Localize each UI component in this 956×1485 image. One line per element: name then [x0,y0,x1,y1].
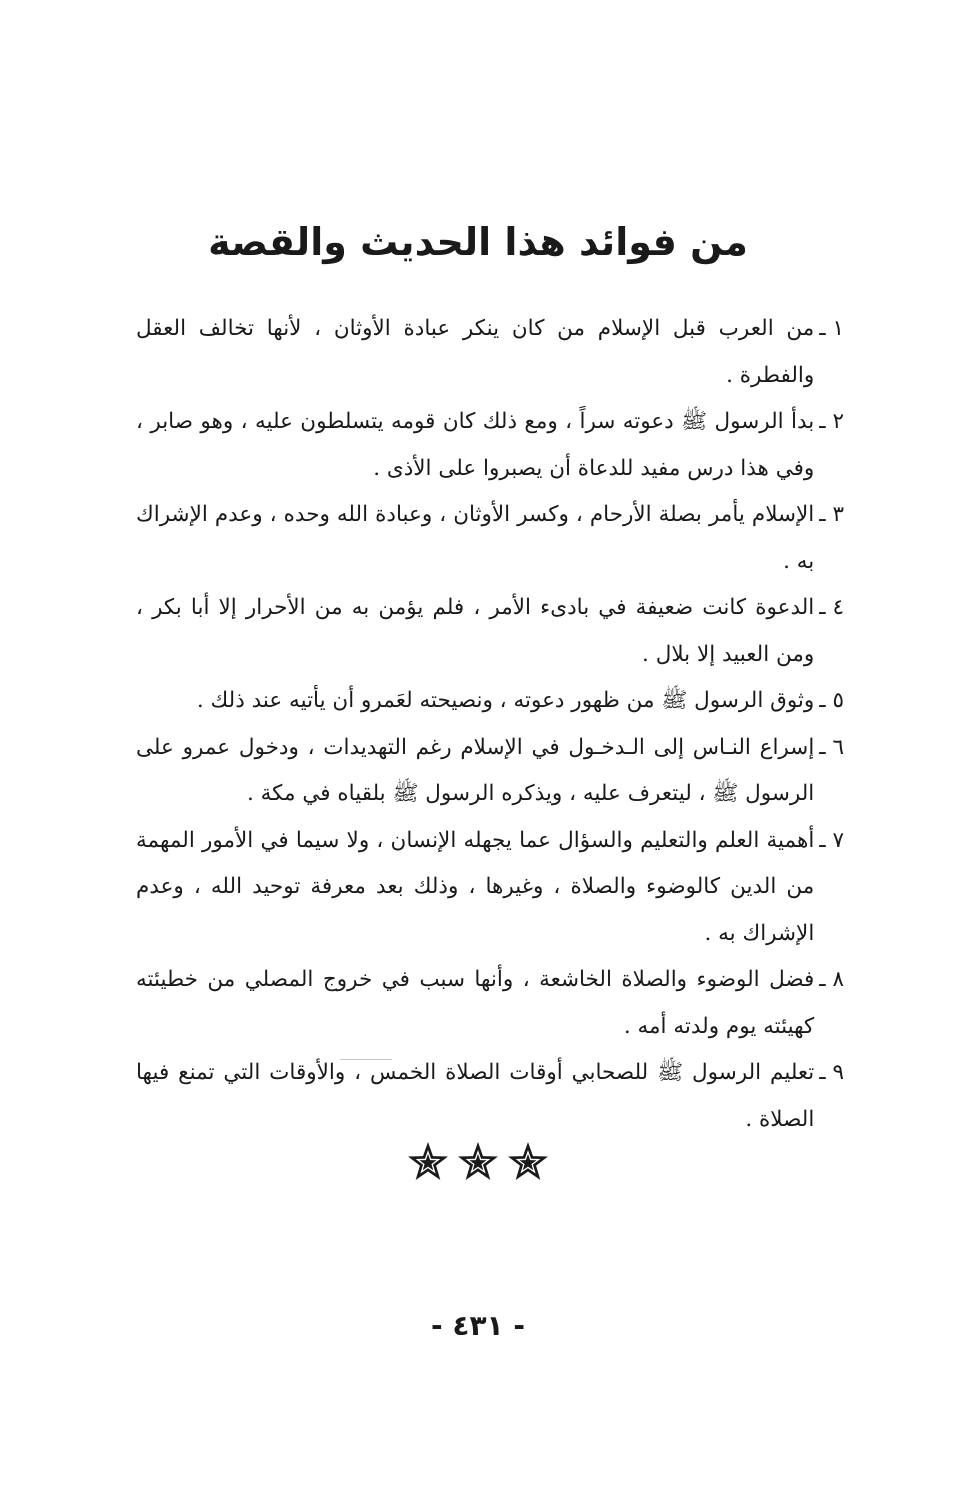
item-number: ٥ ـ [819,688,844,713]
divider [340,1059,392,1060]
item-text: الدعوة كانت ضعيفة في بادىء الأمر ، فلم يؤمن به من الأحرار إلا أبا بكر ، ومن العبيد إلا بلال . [136,595,815,667]
item-number: ٨ ـ [819,967,844,992]
star-icon [406,1140,450,1184]
list-item [136,957,844,1050]
item-number: ٧ ـ [819,827,844,853]
star-icon [456,1140,500,1184]
list-item [136,492,844,585]
item-number: ١ ـ [819,316,844,341]
item-number: ٣ ـ [819,502,844,527]
item-number: ٩ ـ [819,1060,844,1085]
item-number: ٦ ـ [819,734,844,760]
item-text: تعليم الرسول ﷺ للصحابي أوقات الصلاة الخمس ، والأوقات التي تمنع فيها الصلاة . [136,1060,815,1132]
list-item [136,725,844,818]
item-text: من العرب قبل الإسلام من كان ينكر عبادة الأوثان ، لأنها تخالف العقل والفطرة . [136,316,815,388]
star-icon [506,1140,550,1184]
list-item [136,585,844,678]
item-text: إسراع النـاس إلى الـدخـول في الإسلام رغم التهديدات ، ودخول عمرو على الرسول ﷺ ، ليتعرف عليه ، ويذكره الرسول ﷺ بلقياه في مكة . [136,734,815,806]
item-text: بدأ الرسول ﷺ دعوته سراً ، ومع ذلك كان قومه يتسلطون عليه ، وهو صابر ، وفي هذا درس مفيد للدعاة أن يصبروا على الأذى . [136,409,815,481]
list-item [136,678,844,725]
star-ornament [0,1140,956,1184]
item-text: وثوق الرسول ﷺ من ظهور دعوته ، ونصيحته لعَمرو أن يأتيه عند ذلك . [196,688,815,713]
item-number: ٢ ـ [819,409,844,434]
page-number: - ٤٣١ - [430,1309,526,1342]
item-text: فضل الوضوء والصلاة الخاشعة ، وأنها سبب في خروج المصلي من خطيئته كهيئته يوم ولدته أمه . [136,967,815,1039]
benefits-list [136,306,844,1143]
list-item [136,306,844,399]
page-title: من فوائد هذا الحديث والقصة [208,220,748,264]
list-item [136,1050,844,1143]
item-number: ٤ ـ [819,595,844,620]
list-item [136,818,844,958]
item-text: أهمية العلم والتعليم والسؤال عما يجهله الإنسان ، ولا سيما في الأمور المهمة من الدين كالوضوء والصلاة ، وغيرها ، وذلك بعد معرفة توحيد الله ، وعدم الإشراك به . [136,827,815,946]
item-text: الإسلام يأمر بصلة الأرحام ، وكسر الأوثان ، وعبادة الله وحده ، وعدم الإشراك به . [136,502,815,574]
list-item [136,399,844,492]
